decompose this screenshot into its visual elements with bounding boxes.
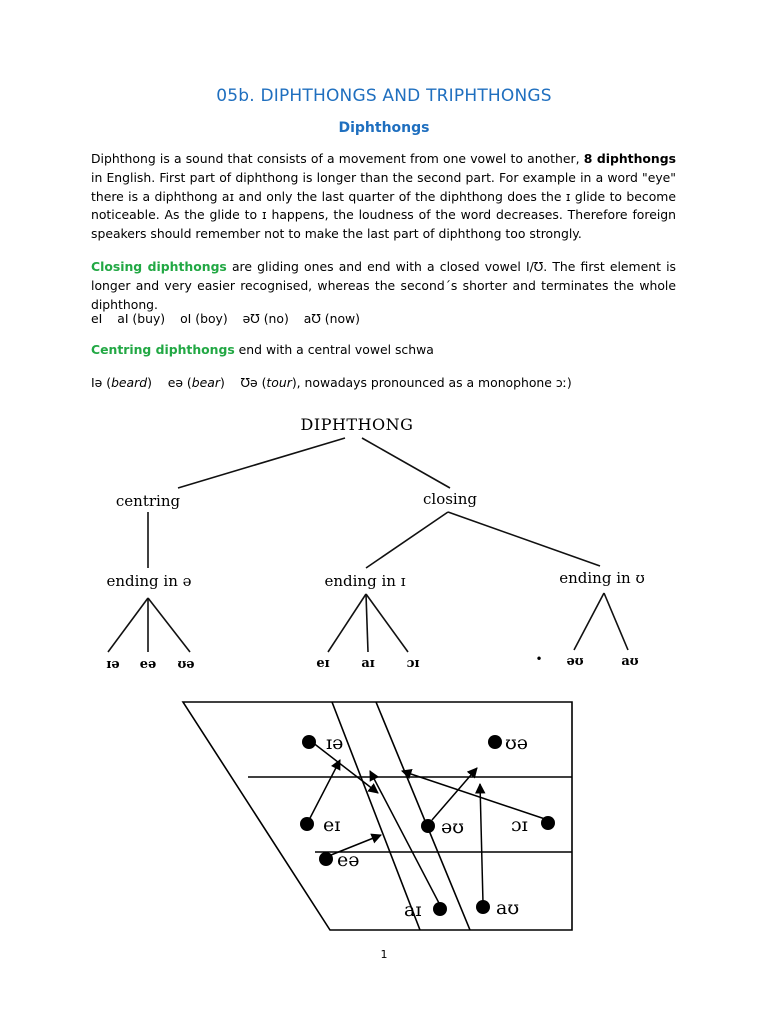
chart-ai: aɪ [404,899,422,921]
example-oi: oI (boy) [180,311,228,326]
centring-example-2: eə (bear) [167,375,225,390]
centring-example-3: Ʊə (tour), nowadays pronounced as a monophone ɔː) [240,375,572,390]
tree-stray-dot: • [535,652,543,666]
centring-example-1: Iə (beard) [91,375,152,390]
leaf-ia: ɪə [106,657,120,672]
arrow-ai [370,771,440,905]
tree-ending-i: ending in ɪ [324,572,406,590]
tree-ending-u: ending in ʊ [559,569,645,587]
chart-au: aʊ [496,897,520,919]
chart-ua: ʊə [505,732,529,754]
leaf-ua: ʊə [177,657,195,672]
arrow-ei [309,760,340,820]
centring-label: Centring diphthongs [91,342,235,357]
section-title: Diphthongs [338,120,430,136]
tree-ending-schwa: ending in ə [106,572,192,590]
tree-root: DIPHTHONG [300,415,414,434]
chart-ea: eə [337,849,360,871]
intro-text-2: in English. First part of diphthong is longer than the second part. For example in a word "eye" there is a diphthong aɪ and only the last quarter of the diphthong does the ɪ glide to become noticeable. As the glide to ɪ happens, the loudness of the word decreases. Therefore foreign speakers should remember not to make the last part of diphthong too strongly. [91,169,676,242]
arrow-oi [402,771,548,820]
arrow-au [480,784,483,903]
leaf-au: aʊ [621,654,639,669]
example-ai: aI (buy) [117,311,166,326]
leaf-ea: eə [139,657,157,672]
page-number: 1 [380,948,388,961]
example-au: aƱ (now) [303,311,361,326]
leaf-ei: eɪ [316,656,330,671]
tree-centring: centring [115,492,181,510]
chart-oi: ɔɪ [511,814,528,836]
example-ou: əƱ (no) [242,311,289,326]
page-title: 05b. DIPHTHONGS AND TRIPHTHONGS [216,86,552,106]
closing-label: Closing diphthongs [91,259,227,274]
intro-bold: 8 diphthongs [583,151,676,166]
leaf-ou: əʊ [566,654,584,669]
tree-closing: closing [423,490,477,508]
leaf-oi: ɔɪ [406,656,420,671]
closing-text: are gliding ones and end with a closed vowel I/Ʊ. The first element is longer and very easier recognised, whereas the second´s shorter and terminates the whole diphthong. [91,259,676,312]
intro-text-1: Diphthong is a sound that consists of a movement from one vowel to another, [91,151,584,166]
arrow-ia [312,742,378,793]
chart-ou: əʊ [441,816,465,838]
leaf-ai: aɪ [361,656,375,671]
example-ei: eI [91,311,103,326]
centring-text: end with a central vowel schwa [234,342,434,357]
chart-ei: eɪ [323,814,341,836]
chart-ia: ɪə [326,732,344,754]
